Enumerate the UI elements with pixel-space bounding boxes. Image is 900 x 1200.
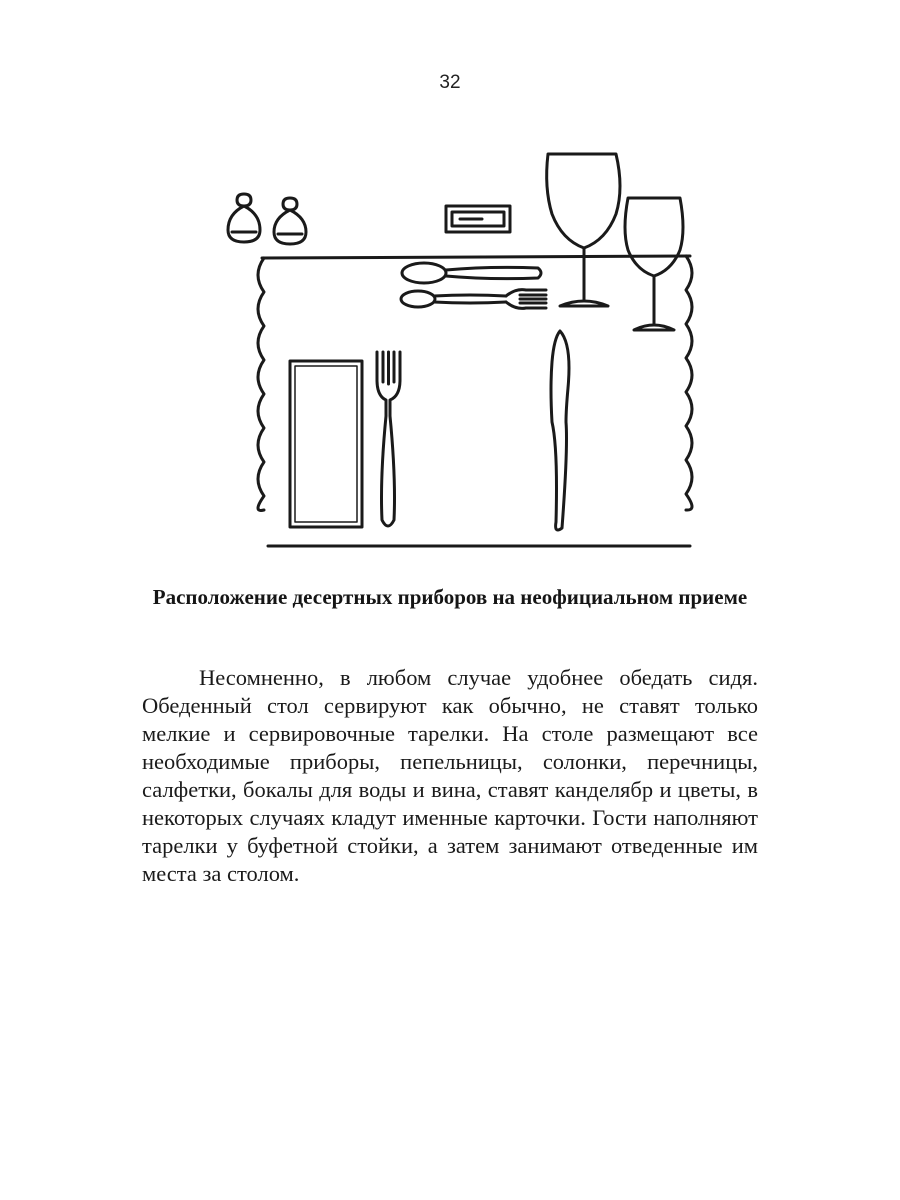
water-glass-icon (625, 198, 683, 330)
dinner-knife-icon (551, 331, 569, 530)
pepper-shaker-icon (274, 198, 306, 244)
name-card-icon (446, 206, 510, 232)
page-number: 32 (439, 72, 461, 93)
dessert-fork-icon (401, 290, 546, 309)
tablecloth (258, 256, 692, 546)
napkin-icon (290, 361, 362, 527)
wine-glass-icon (547, 154, 620, 306)
salt-shaker-icon (228, 194, 260, 242)
dessert-spoon-icon (402, 263, 541, 283)
table-setting-illustration (220, 148, 710, 553)
figure-caption: Расположение десертных приборов на неофициальном приеме (152, 585, 748, 609)
dinner-fork-icon (377, 352, 400, 526)
body-paragraph: Несомненно, в любом случае удобнее обедать сидя. Обеденный стол сервируют как обычно, не ставят только мелкие и сервировочные тарелки. На столе размещают все необходимые приборы, пепельницы, солонки, перечницы, салфетки, бокалы для воды и вина, ставят канделябр и цветы, в некоторых случаях кладут именные карточки. Гости наполняют тарелки у буфетной стойки, а затем занимают отведенные им места за столом. (142, 665, 758, 886)
